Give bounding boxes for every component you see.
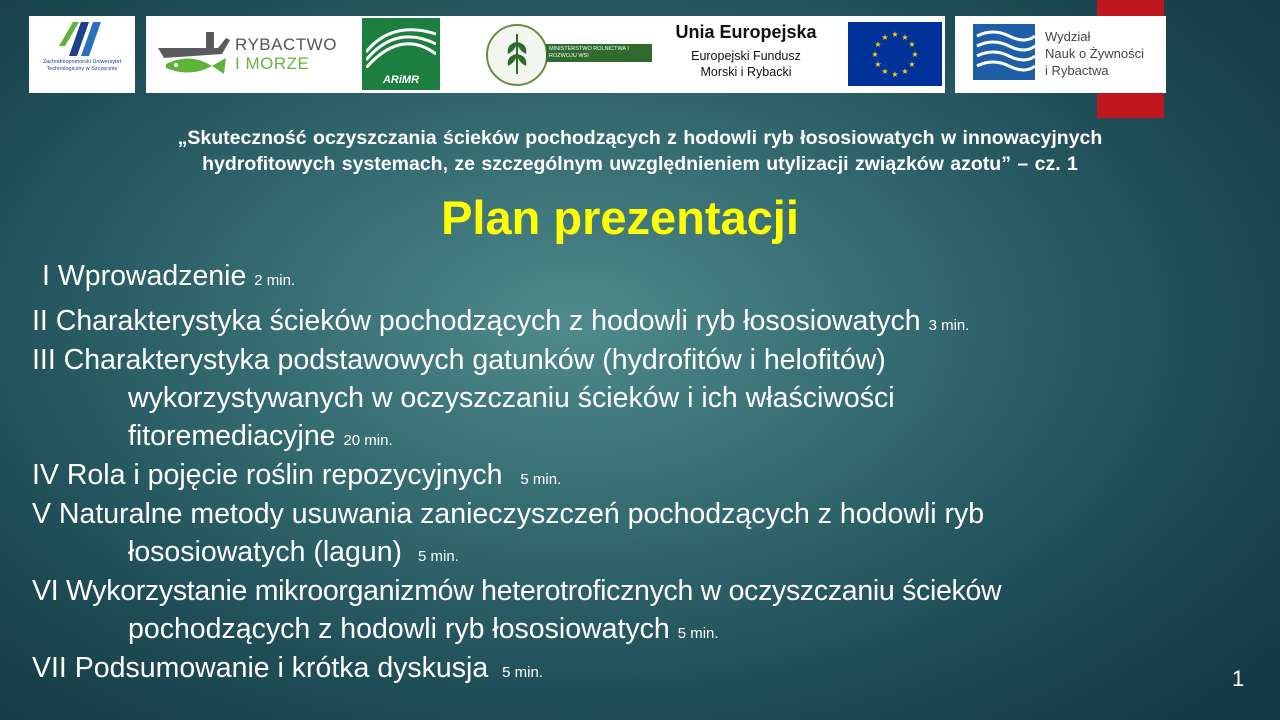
funding-logos-banner (146, 16, 945, 93)
agenda-item-time: 20 min. (343, 432, 393, 449)
arimr-logo (362, 18, 440, 90)
ministry-seal-icon (486, 24, 548, 86)
project-title (20, 125, 1260, 177)
agenda-item-3 (32, 344, 886, 377)
agenda-item-1 (42, 260, 295, 293)
agenda-item-text: IV Rola i pojęcie roślin repozycyjnych (32, 459, 503, 491)
svg-text:★: ★ (881, 33, 889, 42)
agenda-item-5-cont (128, 536, 459, 569)
eu-flag-icon (848, 22, 942, 86)
agenda-item-text: pochodzących z hodowli ryb łososiowatych (128, 613, 670, 645)
arimr-label: ARiMR (382, 74, 420, 86)
svg-text:★: ★ (901, 33, 909, 42)
waves-emblem-icon (973, 24, 1035, 80)
rybactwo-line1: RYBACTWO (235, 35, 337, 54)
slide-number: 1 (1232, 666, 1245, 691)
agenda-item-time: 5 min. (520, 471, 562, 488)
agenda-item-3-cont2 (128, 420, 393, 453)
project-title-line1: „Skuteczność oczyszczania ścieków pochodzących z hodowli ryb łososiowatych w innowacyjnych (177, 127, 1103, 149)
ue-line1: Europejski Fundusz (691, 49, 801, 63)
agenda-item-4 (32, 459, 561, 492)
agenda-item-time: 3 min. (928, 317, 970, 334)
zut-logo (29, 16, 135, 93)
svg-text:★: ★ (881, 67, 889, 76)
rybactwo-logo-text (235, 35, 337, 73)
field-rows-icon (366, 24, 436, 68)
agenda-item-5 (32, 498, 984, 531)
ue-line2: Morski i Rybacki (700, 65, 792, 79)
svg-text:★: ★ (874, 60, 882, 69)
agenda-item-text: V Naturalne metody usuwania zanieczyszczeń pochodzących z hodowli ryb (32, 498, 985, 530)
agenda-item-2 (32, 305, 969, 338)
svg-text:★: ★ (871, 50, 879, 59)
agenda-item-text: łososiowatych (lagun) (128, 536, 403, 568)
agenda-item-text: I Wprowadzenie (42, 260, 247, 292)
fish-boat-icon (156, 28, 234, 80)
ministry-label: MINISTERSTWO ROLNICTWA I ROZWOJU WSI (546, 44, 652, 62)
agenda-item-text: II Charakterystyka ścieków pochodzących z hodowli ryb łososiowatych (32, 305, 921, 337)
zut-logo-text: Zachodniopomorski Uniwersytet Technologiczny w Szczecinie (42, 59, 122, 72)
agenda-item-text: VI Wykorzystanie mikroorganizmów heterotroficznych w oczyszczaniu ścieków (32, 575, 1002, 607)
wydzial-line3: i Rybactwa (1045, 63, 1109, 78)
zut-emblem-icon (59, 22, 105, 56)
agenda-item-3-cont (128, 382, 895, 415)
svg-text:★: ★ (908, 40, 916, 49)
svg-text:★: ★ (891, 70, 899, 79)
agenda-item-6 (32, 575, 1001, 608)
ue-subtitle (656, 48, 836, 80)
wydzial-line1: Wydział (1045, 29, 1091, 44)
svg-text:★: ★ (908, 60, 916, 69)
wydzial-line2: Nauk o Żywności (1045, 46, 1144, 61)
svg-text:★: ★ (911, 50, 919, 59)
agenda-item-time: 2 min. (254, 272, 296, 289)
agenda-item-time: 5 min. (677, 625, 719, 642)
project-title-line2: hydrofitowych systemach, ze szczególnym uwzględnieniem utylizacji związków azotu” – cz. 1 (202, 153, 1078, 175)
svg-text:★: ★ (874, 40, 882, 49)
agenda-item-text: fitoremediacyjne (128, 420, 336, 452)
agenda-item-6-cont (128, 613, 719, 646)
svg-text:★: ★ (891, 30, 899, 39)
ue-title: Unia Europejska (675, 22, 817, 42)
rybactwo-line2: I MORZE (235, 54, 310, 73)
wydzial-logo (955, 16, 1166, 93)
wydzial-logo-text (1045, 28, 1144, 79)
agenda-item-7 (32, 652, 543, 685)
svg-text:★: ★ (901, 67, 909, 76)
agenda-item-time: 5 min. (502, 664, 543, 681)
agenda-item-time: 5 min. (417, 548, 459, 565)
agenda-item-text: VII Podsumowanie i krótka dyskusja (32, 652, 489, 684)
slide-heading: Plan prezentacji (441, 191, 799, 244)
agenda-item-text: III Charakterystyka podstawowych gatunków (hydrofitów i helofitów) (32, 344, 886, 376)
agenda-item-text: wykorzystywanych w oczyszczaniu ścieków i ich właściwości (128, 382, 895, 414)
